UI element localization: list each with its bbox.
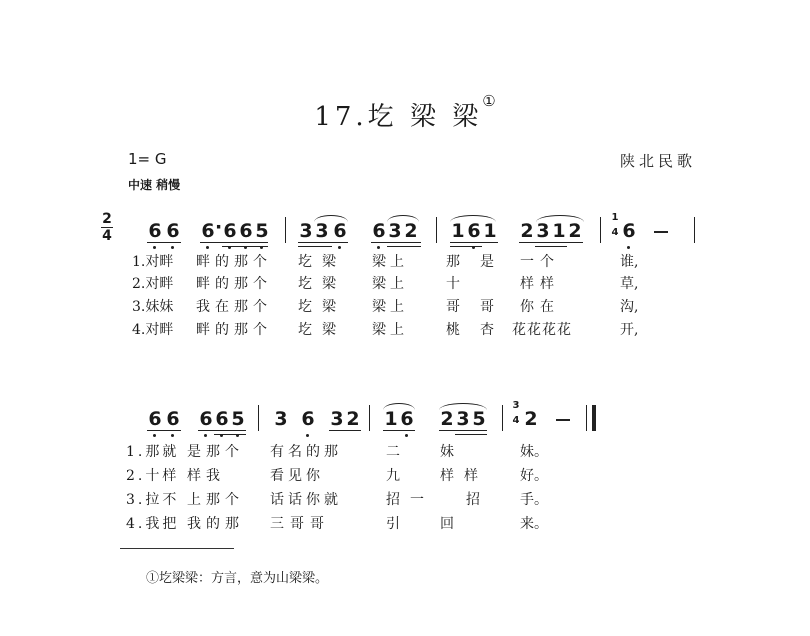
meter-change-denominator: 4 [611,227,619,238]
key-signature: 1= G [128,150,167,168]
lyric: 2.十样 [126,468,180,484]
beam [147,430,181,431]
note: 3 [315,220,329,242]
slur [439,403,487,410]
lyric: 一个 [520,254,560,270]
bar-line [600,217,601,243]
lyric: 妹 [440,444,454,460]
lyric: 有名的那 [270,444,342,460]
slur [314,215,348,222]
note: 2 [568,220,582,242]
lyric: 样样 [520,276,560,292]
beam [200,242,268,243]
extension-dash [556,419,570,421]
note: 1 [483,220,497,242]
beam [450,246,482,247]
lyric: 1.对畔 [132,254,174,270]
time-signature-denominator: 4 [102,228,112,244]
lyric: 手。 [520,492,548,508]
lyric: 开, [620,322,639,338]
note: 2 [440,408,454,430]
footnote-divider [120,548,234,549]
beam [519,242,583,243]
final-bar-thin [586,405,587,431]
lyric: 上那个 [187,492,244,508]
note: 3 [388,220,402,242]
lyric: 你在 [520,299,560,315]
lyric: 我在那个 [196,299,272,315]
beam [147,242,181,243]
lyric: 梁上 [372,299,408,315]
title-text: 17.圪 梁 梁 [314,102,483,132]
note: 6 [370,221,388,241]
beam [329,430,361,431]
note: 2 [404,220,418,242]
lyric: 我的那 [187,516,244,532]
beam [298,242,348,243]
lyric: 草, [620,276,639,292]
slur [536,215,584,222]
lyric: 招一 [386,492,434,508]
note: 6 [164,221,182,241]
lyric: 谁, [620,254,639,270]
lyric: 圪梁 [298,299,346,315]
meter-change-denominator: 4 [512,415,520,426]
note: 2 [520,220,534,242]
beam [198,430,246,431]
lyric: 沟, [620,299,639,315]
bar-line [258,405,259,431]
lyric: 二 [386,444,400,460]
lyric: 回 [440,516,454,532]
beam [450,242,498,243]
lyric: 圪梁 [298,276,346,292]
lyric: 桃 [446,322,460,338]
lyric: 圪梁 [298,322,346,338]
note: 6 [299,409,317,429]
lyric: 好。 [520,468,548,484]
beam [214,434,246,435]
lyric: 梁上 [372,276,408,292]
note: 2 [346,408,360,430]
note: 6 [398,409,416,429]
slur [387,215,419,222]
note: 3 [330,408,344,430]
lyric: 畔的那个 [196,254,272,270]
bar-line [436,217,437,243]
beam [222,246,268,247]
lyric: 那 [446,254,460,270]
note: 6 [199,221,217,241]
note: 6 [164,409,182,429]
lyric: 妹。 [520,444,548,460]
meter-change-numerator: 1 [611,212,619,223]
lyric: 梁上 [372,322,408,338]
time-signature-numerator: 2 [102,211,112,227]
note: 6 [465,221,483,241]
note: 6 [146,221,164,241]
note: 3 [456,408,470,430]
lyric: 是 [480,254,494,270]
meter-change-numerator: 3 [512,400,520,411]
bar-line [285,217,286,243]
lyric: 十 [446,276,460,292]
lyric: 1.那就 [126,444,180,460]
lyric: 样样 [440,468,488,484]
lyric: 引 [386,516,400,532]
lyric: 招 [466,492,480,508]
lyric: 九 [386,468,400,484]
note: 6 [213,409,231,429]
beam [439,430,487,431]
lyric: 杏 [480,322,494,338]
note: 6 [221,221,239,241]
lyric: 4.我把 [126,516,180,532]
note: 3 [274,408,288,430]
extension-dash [654,231,668,233]
final-bar-thick [592,405,596,431]
slur [450,215,496,222]
lyric: 哥 [480,299,494,315]
bar-line [369,405,370,431]
tempo-marking: 中速 稍慢 [128,178,181,192]
footnote-text: ①圪梁梁：方言，意为山梁梁。 [146,571,329,586]
augmentation-dot: · [215,216,223,238]
lyric: 2.对畔 [132,276,174,292]
note: 1 [552,220,566,242]
note: 1 [451,220,465,242]
footnote-marker: ① [482,92,496,110]
bar-line [694,217,695,243]
note: 2 [524,408,538,430]
lyric: 圪梁 [298,254,346,270]
note: 6 [197,409,215,429]
note: 6 [620,221,638,241]
beam [535,246,567,247]
lyric: 哥 [446,299,460,315]
composer-label: 陕北民歌 [619,152,696,170]
beam [298,246,332,247]
lyric: 话话你就 [270,492,342,508]
note: 5 [229,409,247,429]
bar-line [502,405,503,431]
note: 6 [331,221,349,241]
beam [387,246,421,247]
lyric: 三哥哥 [270,516,330,532]
lyric: 是那个 [187,444,244,460]
lyric: 样我 [187,468,225,484]
lyric: 来。 [520,516,548,532]
note: 5 [472,408,486,430]
beam [383,430,415,431]
lyric: 梁上 [372,254,408,270]
lyric: 4.对畔 [132,322,174,338]
song-title [0,92,810,133]
note: 6 [237,221,255,241]
beam [371,242,421,243]
note: 3 [536,220,550,242]
note: 6 [146,409,164,429]
lyric: 看见你 [270,468,324,484]
lyric: 畔的那个 [196,276,272,292]
slur [383,403,415,410]
lyric: 花花花花 [512,322,572,338]
lyric: 3.妹妹 [132,299,174,315]
note: 5 [253,221,271,241]
note: 1 [384,408,398,430]
beam [455,434,487,435]
lyric: 畔的那个 [196,322,272,338]
lyric: 3.拉不 [126,492,180,508]
note: 3 [299,220,313,242]
